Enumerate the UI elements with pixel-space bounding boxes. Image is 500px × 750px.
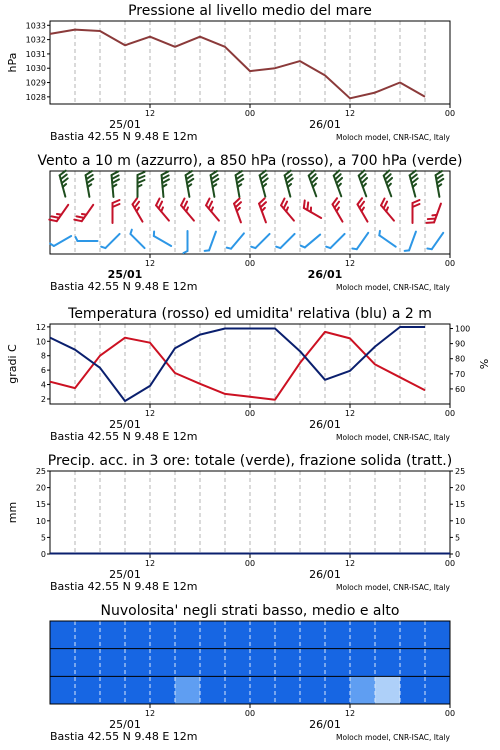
temperature-y-tick-label: 6 <box>40 366 46 376</box>
cloud-credit: Moloch model, CNR-ISAC, Italy <box>336 733 450 742</box>
cloud-cell-alto <box>175 621 201 649</box>
temperature-x-tick-label: 00 <box>444 409 456 418</box>
temperature-credit: Moloch model, CNR-ISAC, Italy <box>336 433 450 442</box>
cloud-x-tick-label: 00 <box>444 709 456 718</box>
wind-barb-half-feather <box>378 231 382 235</box>
cloud-x-tick-label: 12 <box>344 709 356 718</box>
cloud-cell-medio <box>75 649 101 677</box>
precip-y-right-tick-label: 10 <box>455 516 466 526</box>
wind-barb-2 <box>358 170 373 196</box>
temperature-date-label: 26/01 <box>309 418 341 431</box>
cloud-date-label: 25/01 <box>109 718 141 731</box>
wind-barb-half-feather <box>152 232 156 236</box>
cloud-cell-basso <box>325 676 351 704</box>
wind-barb-0 <box>227 231 244 250</box>
wind-barb-1 <box>379 199 399 221</box>
wind-barb-0 <box>251 231 269 249</box>
humidity-y-right-tick-label: 100 <box>455 324 471 334</box>
wind-barb-feather <box>426 220 434 225</box>
wind-barb-half-feather <box>405 249 409 252</box>
cloud-cell-basso <box>425 676 451 704</box>
wind-barb-feather <box>138 180 145 183</box>
precip-y-tick-label: 10 <box>35 516 46 526</box>
wind-barb-half-feather <box>301 244 305 248</box>
wind-barb-feather <box>113 200 120 203</box>
wind-barb-staff <box>154 236 171 246</box>
wind-barb-half-feather <box>76 237 78 241</box>
precip-x-tick-label: 12 <box>344 559 356 568</box>
wind-barb-feather <box>301 200 307 208</box>
wind-barb-staff <box>255 234 269 248</box>
wind-barb-0 <box>405 230 416 252</box>
wind-barb-staff <box>130 234 144 248</box>
cloud-cell-alto <box>375 621 401 649</box>
wind-barb-1 <box>49 201 68 224</box>
wind-barb-2 <box>138 172 145 197</box>
wind-barb-feather <box>161 171 168 175</box>
precip-y-right-tick-label: 5 <box>455 533 461 543</box>
precip-x-tick-label: 12 <box>144 559 156 568</box>
cloud-cell-basso <box>225 676 251 704</box>
wind-x-tick-label: 00 <box>244 259 256 268</box>
wind-barb-2 <box>185 171 196 197</box>
cloud-cell-alto <box>275 621 301 649</box>
temperature-x-tick-label: 00 <box>244 409 256 418</box>
wind-barb-2 <box>85 171 96 197</box>
wind-barb-half-feather <box>427 247 431 251</box>
precip-y-right-tick-label: 15 <box>455 500 466 510</box>
cloud-cell-alto <box>225 621 251 649</box>
cloud-cell-medio <box>375 649 401 677</box>
humidity-y-right-tick-label: 90 <box>455 339 466 349</box>
cloud-cell-basso <box>75 676 101 704</box>
wind-barb-2 <box>308 170 323 196</box>
cloud-cell-medio <box>100 649 126 677</box>
wind-barb-2 <box>259 171 272 197</box>
cloud-cover-panel <box>50 603 455 743</box>
wind-barb-2 <box>409 171 422 197</box>
wind-barb-feather <box>113 204 120 207</box>
cloud-cell-alto <box>300 621 326 649</box>
wind-barb-feather <box>138 172 145 175</box>
wind-barb-0 <box>76 237 98 241</box>
temperature-title: Temperatura (rosso) ed umidita' relativa (blu) a 2 m <box>68 306 432 322</box>
cloud-cell-alto <box>75 621 101 649</box>
cloud-cell-medio <box>400 649 426 677</box>
temperature-humidity-panel <box>6 306 491 443</box>
wind-x-tick-label: 12 <box>144 259 156 268</box>
wind-date-label: 25/01 <box>107 268 143 281</box>
cloud-cell-basso <box>200 676 226 704</box>
humidity-y-right-tick-label: 60 <box>455 384 466 394</box>
precip-date-label: 25/01 <box>109 568 141 581</box>
wind-barb-0 <box>326 231 344 249</box>
wind-barb-1 <box>131 198 149 221</box>
wind-barb-half-feather <box>205 249 209 252</box>
pressure-date-label: 26/01 <box>309 118 341 131</box>
cloud-cell-alto <box>125 621 151 649</box>
wind-barb-0 <box>152 232 173 246</box>
precip-y-tick-label: 25 <box>35 467 46 476</box>
temperature-x-tick-label: 12 <box>344 409 356 418</box>
cloud-date-label: 26/01 <box>309 718 341 731</box>
cloud-title: Nuvolosita' negli strati basso, medio e alto <box>100 603 400 619</box>
cloud-x-tick-label: 12 <box>144 709 156 718</box>
cloud-cell-alto <box>400 621 426 649</box>
wind-panel <box>37 153 462 293</box>
wind-barb-half-feather <box>129 230 133 234</box>
cloud-cell-medio <box>125 649 151 677</box>
wind-barb-half-feather <box>50 243 54 247</box>
cloud-cell-alto <box>425 621 451 649</box>
pressure-x-tick-label: 00 <box>444 109 456 118</box>
cloud-cell-medio <box>275 649 301 677</box>
cloud-cell-basso <box>175 676 201 704</box>
temperature-y-tick-label: 8 <box>40 351 46 361</box>
wind-barb-feather <box>413 200 420 203</box>
wind-barb-staff <box>305 235 320 248</box>
wind-barb-1 <box>74 201 93 224</box>
cloud-cell-alto <box>325 621 351 649</box>
wind-barb-feather <box>185 171 192 175</box>
humidity-y-right-tick-label: 70 <box>455 369 466 379</box>
pressure-series-line <box>50 30 425 99</box>
wind-barb-staff <box>54 236 71 246</box>
pressure-y-tick-label: 1031 <box>25 49 46 59</box>
wind-barb-staff <box>432 233 443 249</box>
cloud-cell-basso <box>100 676 126 704</box>
wind-barb-staff <box>330 234 344 248</box>
wind-barb-feather <box>138 176 145 179</box>
wind-barb-0 <box>129 230 147 248</box>
precip-x-tick-label: 00 <box>444 559 456 568</box>
cloud-cell-basso <box>50 676 76 704</box>
wind-barb-feather <box>435 171 442 175</box>
pressure-date-label: 25/01 <box>109 118 141 131</box>
wind-location: Bastia 42.55 N 9.48 E 12m <box>50 280 198 293</box>
wind-barb-half-feather <box>326 245 330 249</box>
wind-barb-0 <box>427 231 443 251</box>
wind-barb-1 <box>426 201 440 225</box>
cloud-cell-basso <box>400 676 426 704</box>
wind-credit: Moloch model, CNR-ISAC, Italy <box>336 283 450 292</box>
cloud-cell-basso <box>275 676 301 704</box>
wind-barb-0 <box>378 231 398 247</box>
pressure-y-tick-label: 1033 <box>25 21 46 31</box>
precip-y-tick-label: 0 <box>40 550 46 559</box>
wind-barb-0 <box>101 231 119 249</box>
wind-barb-staff <box>209 232 216 251</box>
cloud-cell-medio <box>325 649 351 677</box>
pressure-location: Bastia 42.55 N 9.48 E 12m <box>50 130 198 143</box>
wind-barb-half-feather <box>251 245 255 249</box>
wind-barb-1 <box>154 199 174 221</box>
wind-barb-feather <box>210 171 217 175</box>
pressure-x-tick-label: 00 <box>244 109 256 118</box>
temperature-date-label: 25/01 <box>109 418 141 431</box>
wind-barb-1 <box>233 198 247 222</box>
cloud-cell-medio <box>225 649 251 677</box>
pressure-x-tick-label: 12 <box>344 109 356 118</box>
pressure-x-tick-label: 12 <box>144 109 156 118</box>
cloud-cell-medio <box>300 649 326 677</box>
wind-barb-0 <box>50 233 71 247</box>
pressure-y-tick-label: 1032 <box>25 35 46 45</box>
temperature-y-axis-label: gradi C <box>6 344 19 384</box>
cloud-location: Bastia 42.55 N 9.48 E 12m <box>50 730 198 743</box>
wind-barb-1 <box>258 198 272 222</box>
wind-barb-feather <box>235 171 242 175</box>
cloud-cell-basso <box>125 676 151 704</box>
wind-barb-staff <box>231 233 244 248</box>
cloud-cell-alto <box>200 621 226 649</box>
precip-y-right-tick-label: 0 <box>455 550 461 559</box>
cloud-cell-basso <box>150 676 176 704</box>
precip-x-tick-label: 00 <box>244 559 256 568</box>
precipitation-panel <box>6 453 465 593</box>
temperature-y-tick-label: 10 <box>35 337 46 347</box>
wind-barb-2 <box>111 171 120 197</box>
cloud-cell-basso <box>375 676 401 704</box>
wind-barb-0 <box>352 231 368 251</box>
wind-barb-0 <box>301 232 320 249</box>
precip-y-tick-label: 20 <box>35 483 46 493</box>
pressure-y-tick-label: 1029 <box>25 78 46 88</box>
wind-barb-1 <box>279 199 299 221</box>
wind-barb-2 <box>161 171 170 197</box>
pressure-y-tick-label: 1028 <box>25 92 46 102</box>
precip-y-tick-label: 5 <box>40 533 46 543</box>
precip-credit: Moloch model, CNR-ISAC, Italy <box>336 583 450 592</box>
precip-y-right-tick-label: 25 <box>455 467 466 476</box>
humidity-y-axis-label: % <box>478 358 491 370</box>
cloud-cell-medio <box>150 649 176 677</box>
wind-barb-0 <box>276 231 294 249</box>
cloud-cell-alto <box>100 621 126 649</box>
wind-barb-staff <box>357 233 368 249</box>
wind-barb-1 <box>113 200 120 223</box>
precip-title: Precip. acc. in 3 ore: totale (verde), frazione solida (tratt.) <box>47 453 453 469</box>
wind-barb-2 <box>383 170 398 196</box>
cloud-cell-medio <box>200 649 226 677</box>
wind-title: Vento a 10 m (azzurro), a 850 hPa (rosso), a 700 hPa (verde) <box>37 153 463 169</box>
cloud-cell-medio <box>50 649 76 677</box>
cloud-cell-medio <box>250 649 276 677</box>
pressure-title: Pressione al livello medio del mare <box>128 3 372 19</box>
pressure-credit: Moloch model, CNR-ISAC, Italy <box>336 133 450 142</box>
wind-barb-half-feather <box>227 246 231 250</box>
wind-x-tick-label: 00 <box>444 259 456 268</box>
pressure-y-axis-label: hPa <box>6 52 19 73</box>
temperature-x-tick-label: 12 <box>144 409 156 418</box>
wind-barb-2 <box>235 171 246 197</box>
wind-barb-1 <box>301 200 324 218</box>
wind-barb-staff <box>379 235 395 246</box>
wind-x-tick-label: 12 <box>344 259 356 268</box>
wind-barb-0 <box>184 231 188 253</box>
wind-barb-staff <box>280 234 294 248</box>
precip-date-label: 26/01 <box>309 568 341 581</box>
cloud-cell-alto <box>50 621 76 649</box>
wind-barb-feather <box>85 171 92 175</box>
wind-barb-2 <box>333 170 348 196</box>
wind-barb-half-feather <box>184 251 188 253</box>
pressure-panel <box>6 3 455 143</box>
wind-barb-staff <box>409 232 416 251</box>
temperature-series-line <box>50 332 425 400</box>
wind-barb-1 <box>179 199 199 221</box>
wind-barb-half-feather <box>276 245 280 249</box>
cloud-cell-basso <box>300 676 326 704</box>
precip-location: Bastia 42.55 N 9.48 E 12m <box>50 580 198 593</box>
wind-barb-1 <box>204 199 224 221</box>
cloud-cell-alto <box>350 621 376 649</box>
wind-barb-2 <box>59 171 72 197</box>
wind-barb-2 <box>210 171 221 197</box>
cloud-cell-medio <box>425 649 451 677</box>
temperature-y-tick-label: 2 <box>40 394 46 404</box>
cloud-cell-basso <box>350 676 376 704</box>
wind-barb-1 <box>356 198 374 221</box>
wind-date-label: 26/01 <box>307 268 343 281</box>
wind-barb-staff <box>105 234 119 248</box>
wind-barb-2 <box>435 171 446 197</box>
cloud-cell-basso <box>250 676 276 704</box>
cloud-cell-alto <box>250 621 276 649</box>
wind-barb-2 <box>284 171 297 197</box>
precip-y-tick-label: 15 <box>35 500 46 510</box>
wind-barb-half-feather <box>101 245 105 249</box>
humidity-y-right-tick-label: 80 <box>455 354 466 364</box>
cloud-x-tick-label: 00 <box>244 709 256 718</box>
precip-y-axis-label: mm <box>6 501 19 524</box>
wind-barb-1 <box>413 200 420 223</box>
wind-barb-half-feather <box>352 247 356 251</box>
temperature-y-tick-label: 4 <box>40 380 46 390</box>
cloud-cell-medio <box>350 649 376 677</box>
cloud-cell-medio <box>175 649 201 677</box>
temperature-location: Bastia 42.55 N 9.48 E 12m <box>50 430 198 443</box>
cloud-cell-alto <box>150 621 176 649</box>
temperature-y-tick-label: 12 <box>35 322 46 332</box>
wind-barb-0 <box>205 230 216 252</box>
wind-barb-1 <box>331 198 349 221</box>
pressure-y-tick-label: 1030 <box>25 64 46 74</box>
precip-y-right-tick-label: 20 <box>455 483 466 493</box>
humidity-series-line <box>50 327 425 401</box>
wind-barb-feather <box>413 204 420 207</box>
wind-barb-feather <box>111 171 118 175</box>
